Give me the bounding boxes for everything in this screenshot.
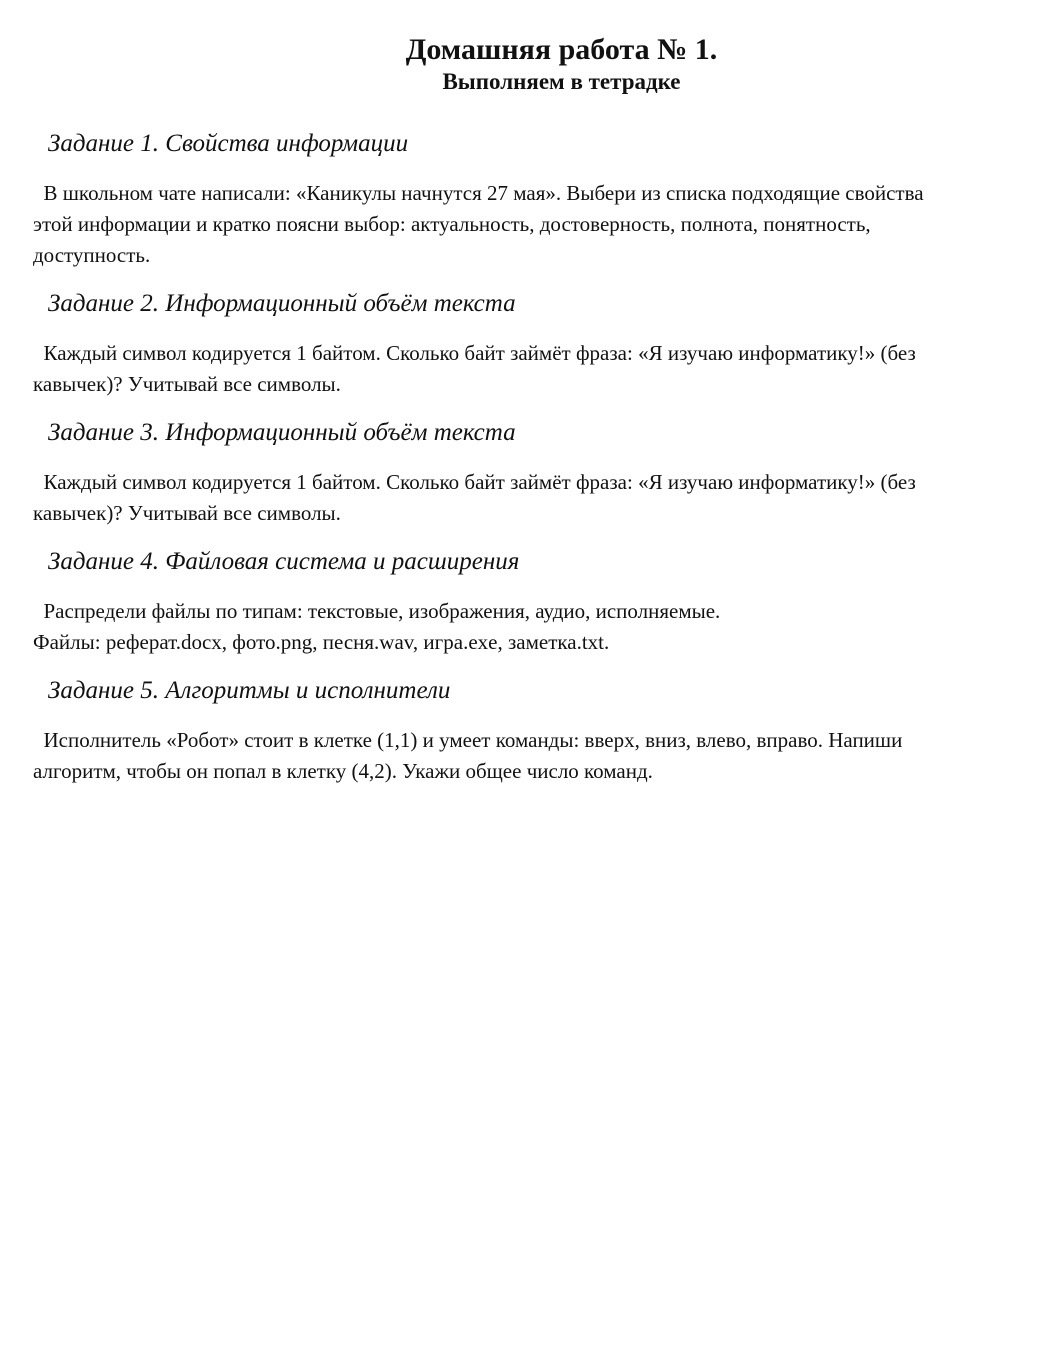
document-title: Домашняя работа № 1.: [405, 33, 718, 66]
task-4-line: Распредели файлы по типам: текстовые, изображения, аудио, исполняемые.: [33, 599, 721, 623]
task-3-text: [33, 467, 1033, 529]
document-subtitle: Выполняем в тетрадке: [442, 69, 681, 94]
task-3-line: кавычек)? Учитывай все символы.: [33, 501, 341, 525]
task-1-line: этой информации и кратко поясни выбор: актуальность, достоверность, полнота, понятность,: [33, 212, 871, 236]
task-3-line: Каждый символ кодируется 1 байтом. Сколько байт займёт фраза: «Я изучаю информатику!» (без: [33, 470, 916, 494]
task-1-line: доступность.: [33, 243, 151, 267]
task-5-line: Исполнитель «Робот» стоит в клетке (1,1) и умеет команды: вверх, вниз, влево, вправо. Напиши: [33, 728, 903, 752]
task-2-heading: Задание 2. Информационный объём текста: [48, 290, 516, 317]
task-5-line: алгоритм, чтобы он попал в клетку (4,2). Укажи общее число команд.: [33, 759, 653, 783]
task-1-line: В школьном чате написали: «Каникулы начнутся 27 мая». Выбери из списка подходящие свойства: [33, 181, 924, 205]
task-3-heading: Задание 3. Информационный объём текста: [48, 419, 516, 446]
task-2-text: [33, 338, 1033, 400]
task-5-text: [33, 725, 1033, 787]
task-1-heading: Задание 1. Свойства информации: [48, 130, 409, 157]
task-2-line: Каждый символ кодируется 1 байтом. Сколько байт займёт фраза: «Я изучаю информатику!» (без: [33, 341, 916, 365]
task-5-heading: Задание 5. Алгоритмы и исполнители: [48, 677, 451, 704]
task-4-line: Файлы: реферат.docx, фото.png, песня.wav, игра.exe, заметка.txt.: [33, 630, 610, 654]
task-1-text: [33, 178, 1033, 271]
task-4-text: [33, 596, 1033, 658]
task-4-heading: Задание 4. Файловая система и расширения: [48, 548, 520, 575]
task-2-line: кавычек)? Учитывай все символы.: [33, 372, 341, 396]
